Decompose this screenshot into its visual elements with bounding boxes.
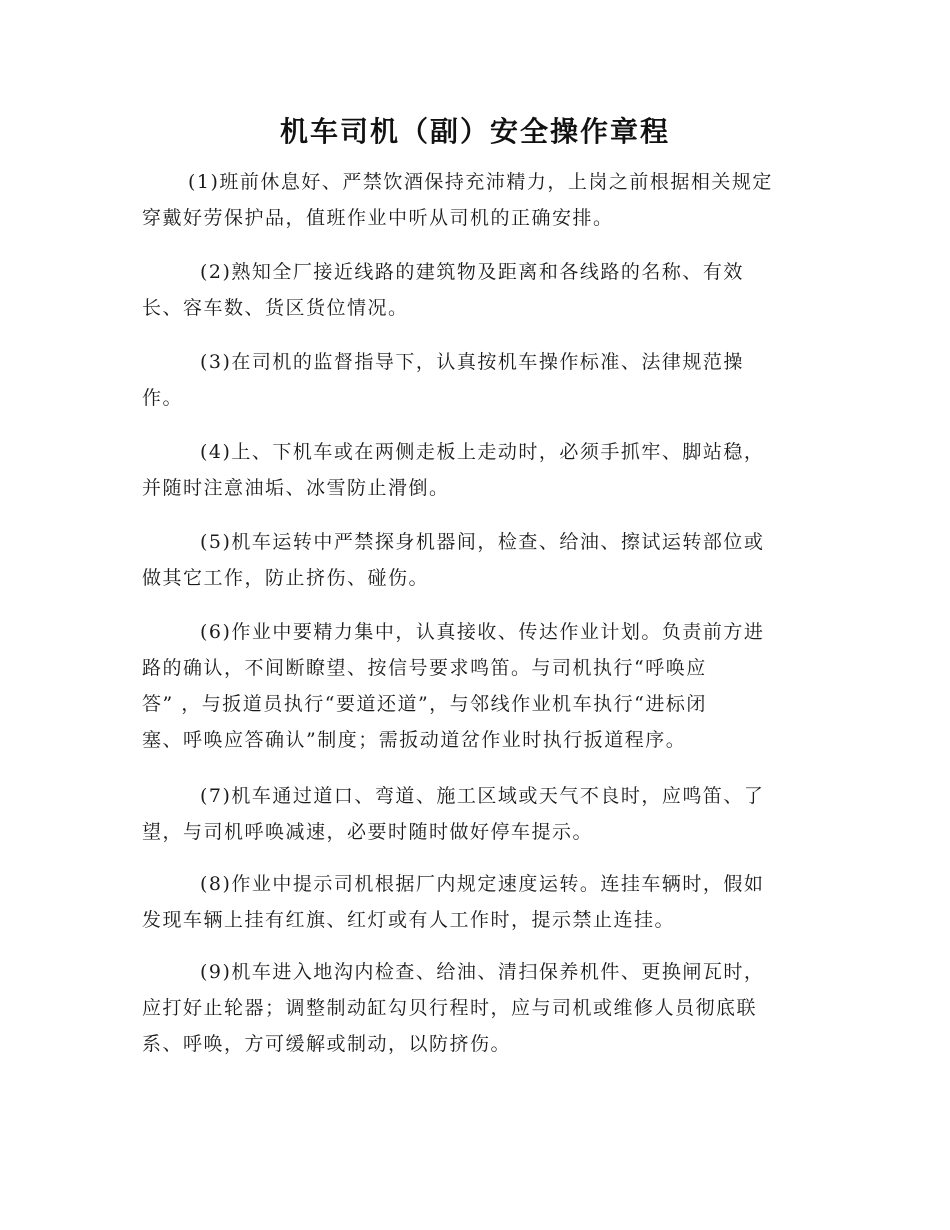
paragraph-4 [142,434,812,506]
paragraph-line: 做其它工作，防止挤伤、碰伤。 [142,567,430,589]
paragraph-line: 穿戴好劳保护品，值班作业中听从司机的正确安排。 [142,207,614,229]
paragraph-line: 应打好止轮器；调整制动缸勾贝行程时，应与司机或维修人员彻底联 [142,997,758,1019]
paragraph-line: 系、呼唤，方可缓解或制动，以防挤伤。 [142,1033,512,1055]
paragraph-line: 路的确认，不间断瞭望、按信号要求鸣笛。与司机执行“呼唤应 [142,657,707,679]
paragraph-line: (8)作业中提示司机根据厂内规定速度运转。连挂车辆时，假如 [200,873,765,895]
paragraph-line: (6)作业中要精力集中，认真接收、传达作业计划。负责前方进 [200,621,765,643]
paragraph-1 [142,164,812,236]
paragraph-2 [142,254,812,326]
paragraph-line: 发现车辆上挂有红旗、红灯或有人工作时，提示禁止连挂。 [142,909,676,931]
paragraph-line: (1)班前休息好、严禁饮酒保持充沛精力，上岗之前根据相关规定 [188,171,773,193]
paragraph-line: 作。 [142,387,184,409]
paragraph-line: (9)机车进入地沟内检查、给油、清扫保养机件、更换闸瓦时， [200,961,765,983]
paragraph-line: (3)在司机的监督指导下，认真按机车操作标准、法律规范操 [200,351,744,373]
paragraph-line: (5)机车运转中严禁探身机器间，检查、给油、擦试运转部位或 [200,531,765,553]
paragraph-6 [142,614,812,758]
document-title: 机车司机（副）安全操作章程 [279,115,670,148]
paragraph-line: (4)上、下机车或在两侧走板上走动时，必须手抓牢、脚站稳， [200,441,765,463]
paragraph-9 [142,954,812,1062]
paragraph-3 [142,344,812,416]
paragraph-line: 答” ，与扳道员执行“要道还道”，与邻线作业机车执行“进标闭 [142,693,707,715]
paragraph-line: 并随时注意油垢、冰雪防止滑倒。 [142,477,450,499]
paragraph-line: (2)熟知全厂接近线路的建筑物及距离和各线路的名称、有效 [200,261,744,283]
paragraph-line: (7)机车通过道口、弯道、施工区域或天气不良时，应鸣笛、了 [200,785,765,807]
paragraph-line: 长、容车数、货区货位情况。 [142,297,409,319]
paragraph-7 [142,778,812,850]
paragraph-line: 塞、呼唤应答确认”制度；需扳动道岔作业时执行扳道程序。 [142,729,687,751]
paragraph-5 [142,524,812,596]
paragraph-8 [142,866,812,938]
paragraph-line: 望，与司机呼唤减速，必要时随时做好停车提示。 [142,821,594,843]
